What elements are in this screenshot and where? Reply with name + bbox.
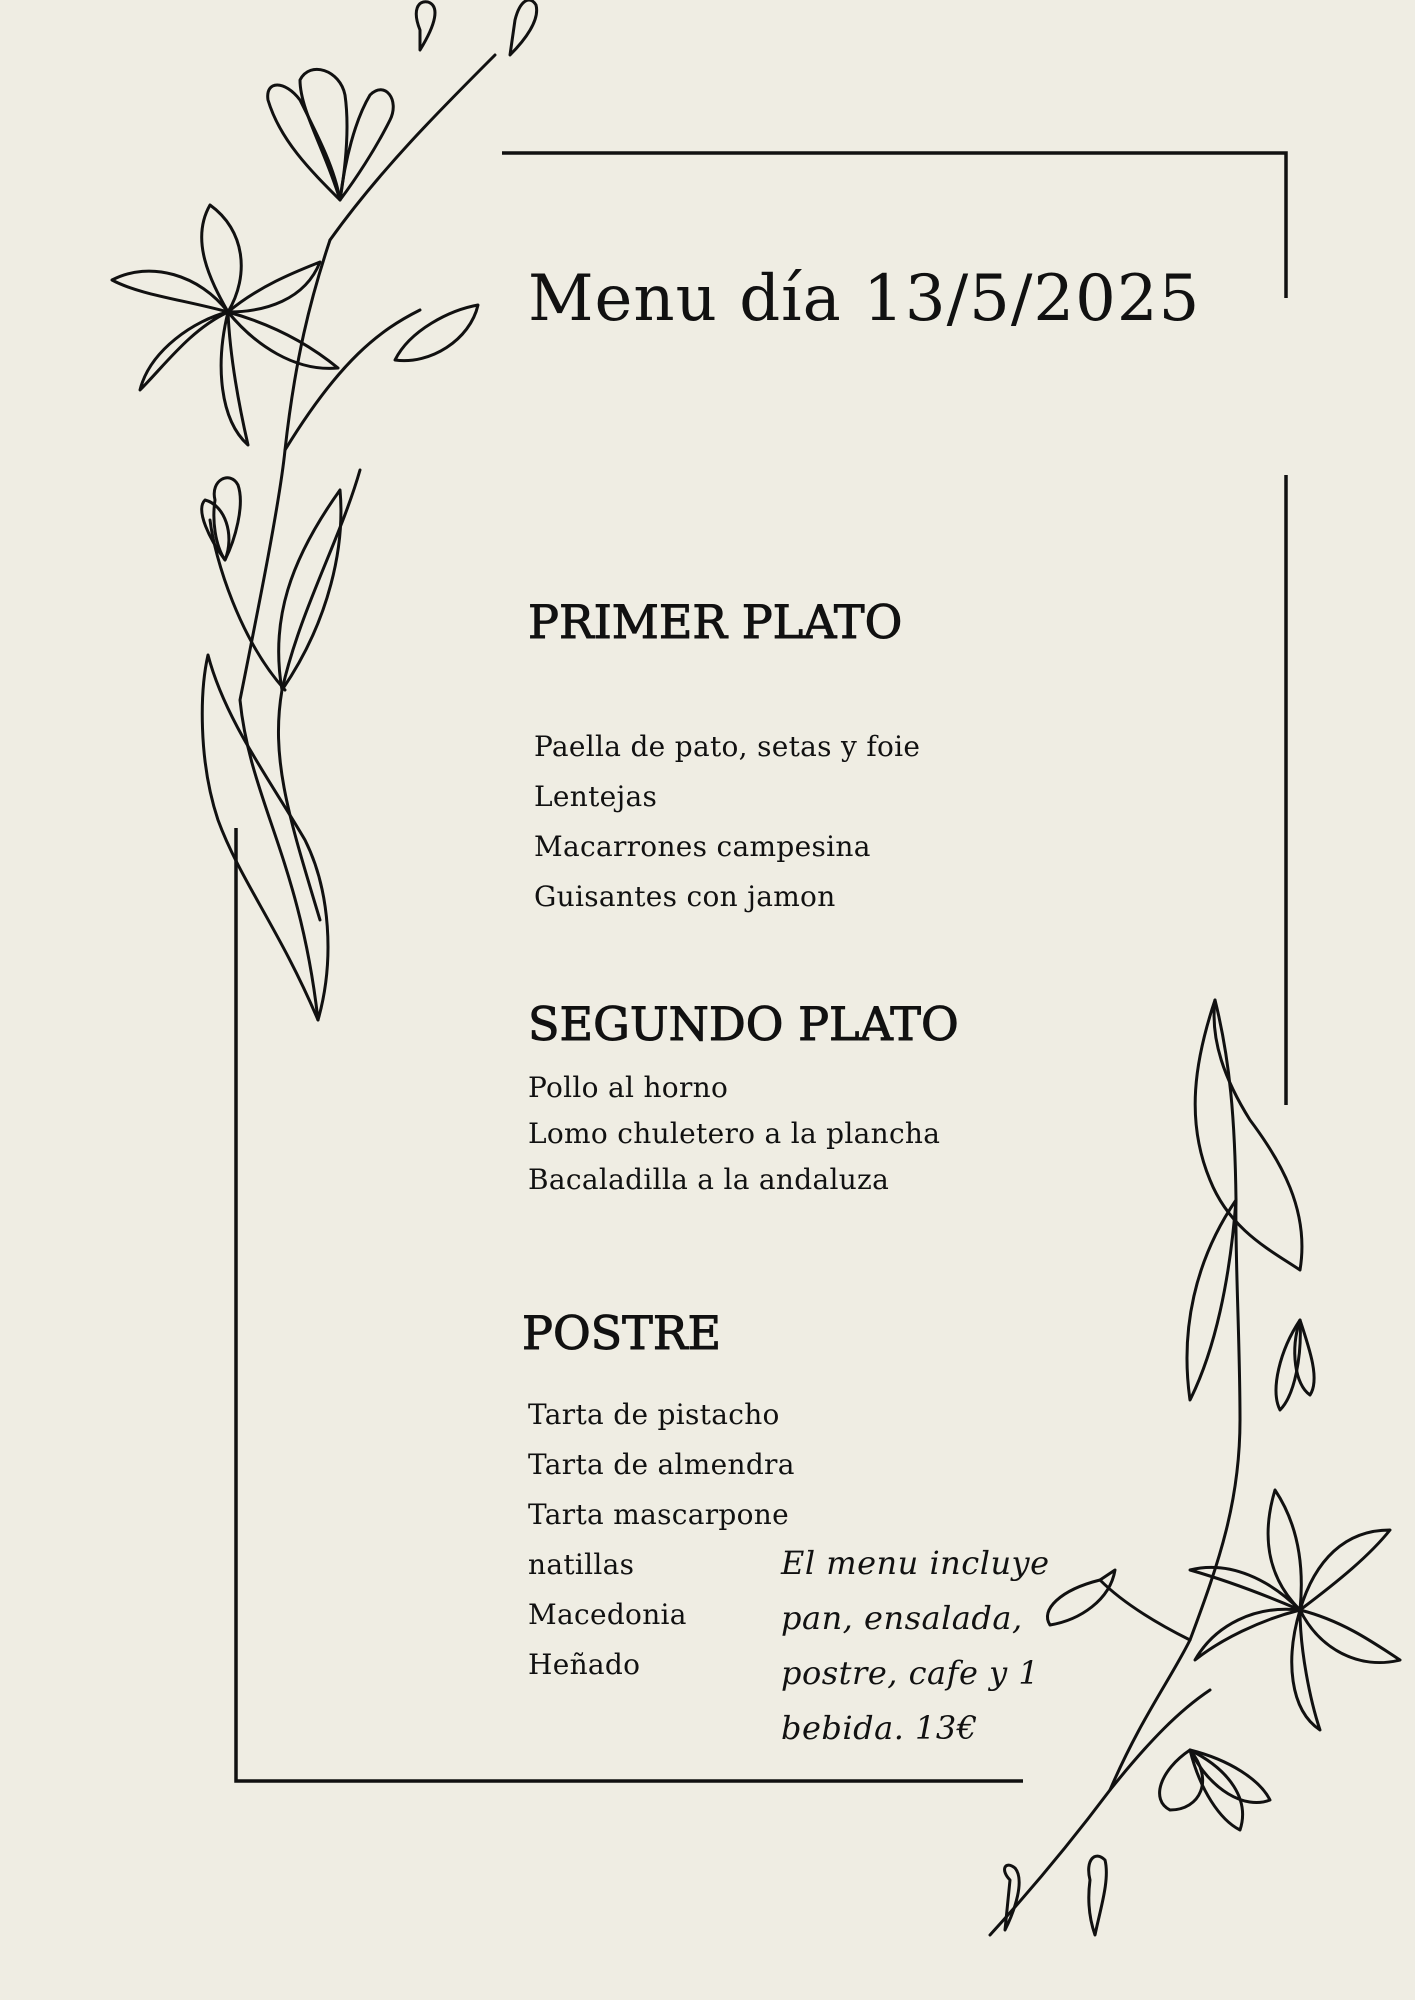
segundo-plato-heading: SEGUNDO PLATO xyxy=(528,997,959,1051)
list-item: Pollo al horno xyxy=(528,1071,729,1104)
postre-heading: POSTRE xyxy=(522,1306,722,1360)
list-item: Guisantes con jamon xyxy=(534,880,836,913)
list-item: Heñado xyxy=(528,1648,641,1681)
segundo-plato-list xyxy=(528,1068,940,1206)
list-item: natillas xyxy=(528,1548,635,1581)
list-item: Lomo chuletero a la plancha xyxy=(528,1117,941,1150)
list-item: Paella de pato, setas y foie xyxy=(534,730,921,763)
list-item: Bacaladilla a la andaluza xyxy=(528,1163,890,1196)
list-item: Lentejas xyxy=(534,780,658,813)
floral-branch-icon xyxy=(990,1000,1400,1935)
list-item: Macarrones campesina xyxy=(534,830,871,863)
floral-branch-icon xyxy=(112,0,537,1020)
menu-title: Menu día 13/5/2025 xyxy=(528,262,1201,336)
primer-plato-heading: PRIMER PLATO xyxy=(528,595,903,649)
note-line: El menu incluye xyxy=(781,1544,1050,1582)
note-line: bebida. 13€ xyxy=(781,1709,978,1747)
postre-list xyxy=(528,1393,795,1693)
note-line: postre, cafe y 1 xyxy=(781,1654,1040,1692)
list-item: Tarta de almendra xyxy=(528,1448,795,1481)
list-item: Macedonia xyxy=(528,1598,687,1631)
primer-plato-list xyxy=(534,727,920,927)
list-item: Tarta mascarpone xyxy=(528,1498,789,1531)
menu-includes-note xyxy=(781,1536,1071,1756)
note-line: pan, ensalada, xyxy=(781,1599,1023,1637)
list-item: Tarta de pistacho xyxy=(528,1398,780,1431)
